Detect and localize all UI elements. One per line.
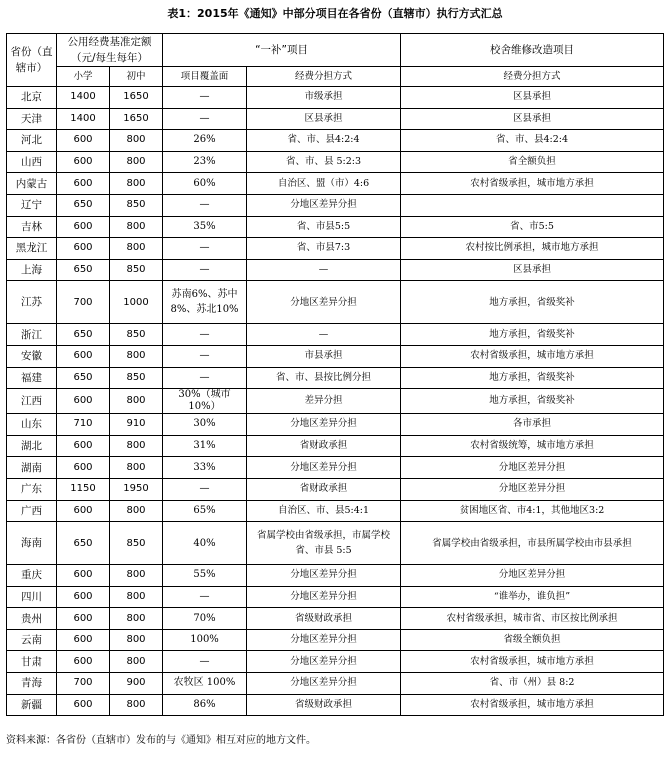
table-row — [7, 87, 664, 109]
cell-repair-sharing: 农村省级承担，城市地方承担 — [401, 651, 664, 673]
table-row — [7, 216, 664, 238]
cell-yibu-sharing: 市县承担 — [247, 345, 401, 367]
cell-coverage: 40% — [163, 522, 247, 565]
cell-primary: 600 — [57, 565, 110, 587]
cell-coverage: 86% — [163, 694, 247, 716]
cell-primary: 600 — [57, 629, 110, 651]
cell-repair-sharing — [401, 194, 664, 216]
cell-yibu-sharing: 省、市县5:5 — [247, 216, 401, 238]
table-row — [7, 345, 664, 367]
cell-yibu-sharing: 分地区差异分担 — [247, 194, 401, 216]
table-row — [7, 238, 664, 260]
table-row — [7, 194, 664, 216]
cell-repair-sharing: 省、市5:5 — [401, 216, 664, 238]
table-row — [7, 673, 664, 695]
cell-repair-sharing: 农村省级承担，城市地方承担 — [401, 694, 664, 716]
header-school-repair: 校舍维修改造项目 — [401, 34, 664, 67]
cell-primary: 600 — [57, 694, 110, 716]
cell-coverage: 60% — [163, 173, 247, 195]
cell-primary: 600 — [57, 608, 110, 630]
cell-junior: 800 — [110, 238, 163, 260]
header-province: 省份（直辖市） — [7, 34, 57, 87]
cell-yibu-sharing: 分地区差异分担 — [247, 651, 401, 673]
table-row — [7, 389, 664, 414]
cell-junior: 800 — [110, 500, 163, 522]
table-row — [7, 130, 664, 152]
source-note: 资料来源：各省份（直辖市）发布的与《通知》相互对应的地方文件。 — [6, 735, 316, 746]
cell-repair-sharing: 地方承担，省级奖补 — [401, 324, 664, 346]
cell-repair-sharing: 贫困地区省、市4:1，其他地区3:2 — [401, 500, 664, 522]
cell-yibu-sharing: 省财政承担 — [247, 478, 401, 500]
table-row — [7, 108, 664, 130]
cell-yibu-sharing: 省级财政承担 — [247, 694, 401, 716]
cell-province: 广西 — [7, 500, 57, 522]
cell-coverage: 65% — [163, 500, 247, 522]
cell-junior: 800 — [110, 457, 163, 479]
cell-coverage: 31% — [163, 435, 247, 457]
table-row — [7, 651, 664, 673]
cell-junior: 800 — [110, 694, 163, 716]
cell-coverage: — — [163, 194, 247, 216]
cell-province: 海南 — [7, 522, 57, 565]
cell-primary: 1150 — [57, 478, 110, 500]
cell-junior: 800 — [110, 565, 163, 587]
header-primary: 小学 — [57, 67, 110, 87]
cell-coverage: 26% — [163, 130, 247, 152]
cell-yibu-sharing: — — [247, 324, 401, 346]
cell-primary: 650 — [57, 324, 110, 346]
cell-coverage: 100% — [163, 629, 247, 651]
table-row — [7, 324, 664, 346]
cell-primary: 710 — [57, 414, 110, 436]
cell-repair-sharing: 省全额负担 — [401, 151, 664, 173]
cell-repair-sharing: 省、市（州）县 8:2 — [401, 673, 664, 695]
cell-repair-sharing: 农村省级承担，城市地方承担 — [401, 173, 664, 195]
cell-junior: 850 — [110, 259, 163, 281]
cell-yibu-sharing: 分地区差异分担 — [247, 629, 401, 651]
cell-junior: 850 — [110, 367, 163, 389]
cell-junior: 800 — [110, 216, 163, 238]
cell-coverage: — — [163, 87, 247, 109]
cell-coverage: 30% — [163, 414, 247, 436]
cell-province: 浙江 — [7, 324, 57, 346]
cell-province: 黑龙江 — [7, 238, 57, 260]
cell-province: 辽宁 — [7, 194, 57, 216]
table-row — [7, 173, 664, 195]
cell-province: 广东 — [7, 478, 57, 500]
cell-coverage: 农牧区 100% — [163, 673, 247, 695]
table-row — [7, 259, 664, 281]
cell-coverage: — — [163, 586, 247, 608]
cell-junior: 850 — [110, 324, 163, 346]
cell-junior: 910 — [110, 414, 163, 436]
cell-yibu-sharing: 自治区、盟（市）4:6 — [247, 173, 401, 195]
cell-yibu-sharing: 差异分担 — [247, 389, 401, 414]
table-row — [7, 500, 664, 522]
cell-province: 安徽 — [7, 345, 57, 367]
cell-junior: 1650 — [110, 108, 163, 130]
cell-yibu-sharing: 分地区差异分担 — [247, 565, 401, 587]
cell-junior: 800 — [110, 130, 163, 152]
cell-junior: 900 — [110, 673, 163, 695]
cell-coverage: — — [163, 259, 247, 281]
header-yibu-sharing: 经费分担方式 — [247, 67, 401, 87]
cell-coverage: — — [163, 345, 247, 367]
cell-province: 山东 — [7, 414, 57, 436]
header-public-fund: 公用经费基准定额（元/每生每年） — [57, 34, 163, 67]
cell-coverage: 23% — [163, 151, 247, 173]
cell-yibu-sharing: 省财政承担 — [247, 435, 401, 457]
cell-yibu-sharing: 省、市县7:3 — [247, 238, 401, 260]
cell-coverage: 30%（城市 10%） — [163, 389, 247, 414]
table-row — [7, 151, 664, 173]
cell-province: 新疆 — [7, 694, 57, 716]
cell-province: 湖北 — [7, 435, 57, 457]
cell-junior: 800 — [110, 151, 163, 173]
cell-coverage: — — [163, 108, 247, 130]
table-row — [7, 457, 664, 479]
cell-yibu-sharing: 自治区、市、县5:4:1 — [247, 500, 401, 522]
cell-repair-sharing: 分地区差异分担 — [401, 457, 664, 479]
table-row — [7, 565, 664, 587]
cell-yibu-sharing: 省、市、县 5:2:3 — [247, 151, 401, 173]
cell-repair-sharing: 省级全额负担 — [401, 629, 664, 651]
cell-junior: 800 — [110, 389, 163, 414]
table-row — [7, 629, 664, 651]
cell-coverage: — — [163, 478, 247, 500]
cell-primary: 700 — [57, 281, 110, 324]
cell-coverage: — — [163, 367, 247, 389]
cell-coverage: 70% — [163, 608, 247, 630]
cell-province: 上海 — [7, 259, 57, 281]
cell-province: 吉林 — [7, 216, 57, 238]
header-repair-sharing: 经费分担方式 — [401, 67, 664, 87]
cell-primary: 600 — [57, 435, 110, 457]
cell-repair-sharing: “谁举办，谁负担” — [401, 586, 664, 608]
table-row — [7, 522, 664, 565]
cell-repair-sharing: 各市承担 — [401, 414, 664, 436]
cell-junior: 850 — [110, 194, 163, 216]
cell-primary: 650 — [57, 259, 110, 281]
cell-primary: 1400 — [57, 108, 110, 130]
cell-repair-sharing: 农村省级统筹，城市地方承担 — [401, 435, 664, 457]
cell-repair-sharing: 分地区差异分担 — [401, 565, 664, 587]
cell-junior: 1650 — [110, 87, 163, 109]
cell-repair-sharing: 地方承担，省级奖补 — [401, 281, 664, 324]
cell-repair-sharing: 区县承担 — [401, 108, 664, 130]
cell-province: 湖南 — [7, 457, 57, 479]
cell-primary: 600 — [57, 216, 110, 238]
table-row — [7, 586, 664, 608]
cell-yibu-sharing: 分地区差异分担 — [247, 673, 401, 695]
cell-coverage: 苏南6%、苏中8%、苏北10% — [163, 281, 247, 324]
cell-junior: 800 — [110, 651, 163, 673]
cell-yibu-sharing: 分地区差异分担 — [247, 586, 401, 608]
cell-junior: 800 — [110, 435, 163, 457]
table-row — [7, 435, 664, 457]
cell-junior: 1000 — [110, 281, 163, 324]
table-row — [7, 367, 664, 389]
header-junior: 初中 — [110, 67, 163, 87]
cell-province: 江苏 — [7, 281, 57, 324]
cell-repair-sharing: 区县承担 — [401, 87, 664, 109]
cell-yibu-sharing: — — [247, 259, 401, 281]
table-row — [7, 694, 664, 716]
cell-primary: 600 — [57, 651, 110, 673]
table-row — [7, 414, 664, 436]
cell-primary: 600 — [57, 130, 110, 152]
cell-repair-sharing: 分地区差异分担 — [401, 478, 664, 500]
cell-province: 甘肃 — [7, 651, 57, 673]
cell-junior: 800 — [110, 608, 163, 630]
cell-province: 青海 — [7, 673, 57, 695]
cell-junior: 800 — [110, 173, 163, 195]
cell-province: 重庆 — [7, 565, 57, 587]
cell-province: 内蒙古 — [7, 173, 57, 195]
cell-yibu-sharing: 省、市、县按比例分担 — [247, 367, 401, 389]
cell-primary: 600 — [57, 151, 110, 173]
cell-coverage: — — [163, 238, 247, 260]
table-title: 表1：2015年《通知》中部分项目在各省份（直辖市）执行方式汇总 — [167, 7, 503, 20]
cell-yibu-sharing: 市级承担 — [247, 87, 401, 109]
cell-coverage: 33% — [163, 457, 247, 479]
cell-repair-sharing: 农村按比例承担，城市地方承担 — [401, 238, 664, 260]
cell-province: 北京 — [7, 87, 57, 109]
cell-yibu-sharing: 分地区差异分担 — [247, 281, 401, 324]
cell-repair-sharing: 农村省级承担，城市地方承担 — [401, 345, 664, 367]
cell-coverage: — — [163, 324, 247, 346]
cell-junior: 800 — [110, 586, 163, 608]
cell-primary: 600 — [57, 389, 110, 414]
table-body — [7, 87, 664, 716]
cell-yibu-sharing: 省级财政承担 — [247, 608, 401, 630]
summary-table — [6, 33, 664, 716]
cell-junior: 800 — [110, 629, 163, 651]
cell-junior: 800 — [110, 345, 163, 367]
cell-repair-sharing: 省、市、县4:2:4 — [401, 130, 664, 152]
cell-primary: 650 — [57, 367, 110, 389]
cell-primary: 600 — [57, 500, 110, 522]
cell-yibu-sharing: 分地区差异分担 — [247, 414, 401, 436]
cell-yibu-sharing: 省属学校由省级承担，市属学校省、市县 5:5 — [247, 522, 401, 565]
cell-primary: 600 — [57, 586, 110, 608]
cell-province: 河北 — [7, 130, 57, 152]
table-row — [7, 281, 664, 324]
cell-province: 福建 — [7, 367, 57, 389]
cell-repair-sharing: 农村省级承担，城市省、市区按比例承担 — [401, 608, 664, 630]
cell-primary: 600 — [57, 345, 110, 367]
cell-primary: 650 — [57, 194, 110, 216]
cell-primary: 600 — [57, 173, 110, 195]
cell-primary: 600 — [57, 457, 110, 479]
cell-province: 四川 — [7, 586, 57, 608]
cell-province: 山西 — [7, 151, 57, 173]
cell-repair-sharing: 省属学校由省级承担，市县所属学校由市县承担 — [401, 522, 664, 565]
header-coverage: 项目覆盖面 — [163, 67, 247, 87]
cell-primary: 600 — [57, 238, 110, 260]
cell-coverage: 35% — [163, 216, 247, 238]
cell-yibu-sharing: 区县承担 — [247, 108, 401, 130]
cell-repair-sharing: 地方承担，省级奖补 — [401, 367, 664, 389]
table-row — [7, 608, 664, 630]
cell-coverage: 55% — [163, 565, 247, 587]
cell-repair-sharing: 地方承担，省级奖补 — [401, 389, 664, 414]
cell-junior: 1950 — [110, 478, 163, 500]
cell-primary: 700 — [57, 673, 110, 695]
cell-primary: 1400 — [57, 87, 110, 109]
cell-province: 云南 — [7, 629, 57, 651]
cell-repair-sharing: 区县承担 — [401, 259, 664, 281]
cell-province: 江西 — [7, 389, 57, 414]
cell-province: 天津 — [7, 108, 57, 130]
cell-yibu-sharing: 分地区差异分担 — [247, 457, 401, 479]
cell-junior: 850 — [110, 522, 163, 565]
cell-coverage: — — [163, 651, 247, 673]
cell-primary: 650 — [57, 522, 110, 565]
header-yibu: “一补”项目 — [163, 34, 401, 67]
cell-yibu-sharing: 省、市、县4:2:4 — [247, 130, 401, 152]
table-row — [7, 478, 664, 500]
cell-province: 贵州 — [7, 608, 57, 630]
